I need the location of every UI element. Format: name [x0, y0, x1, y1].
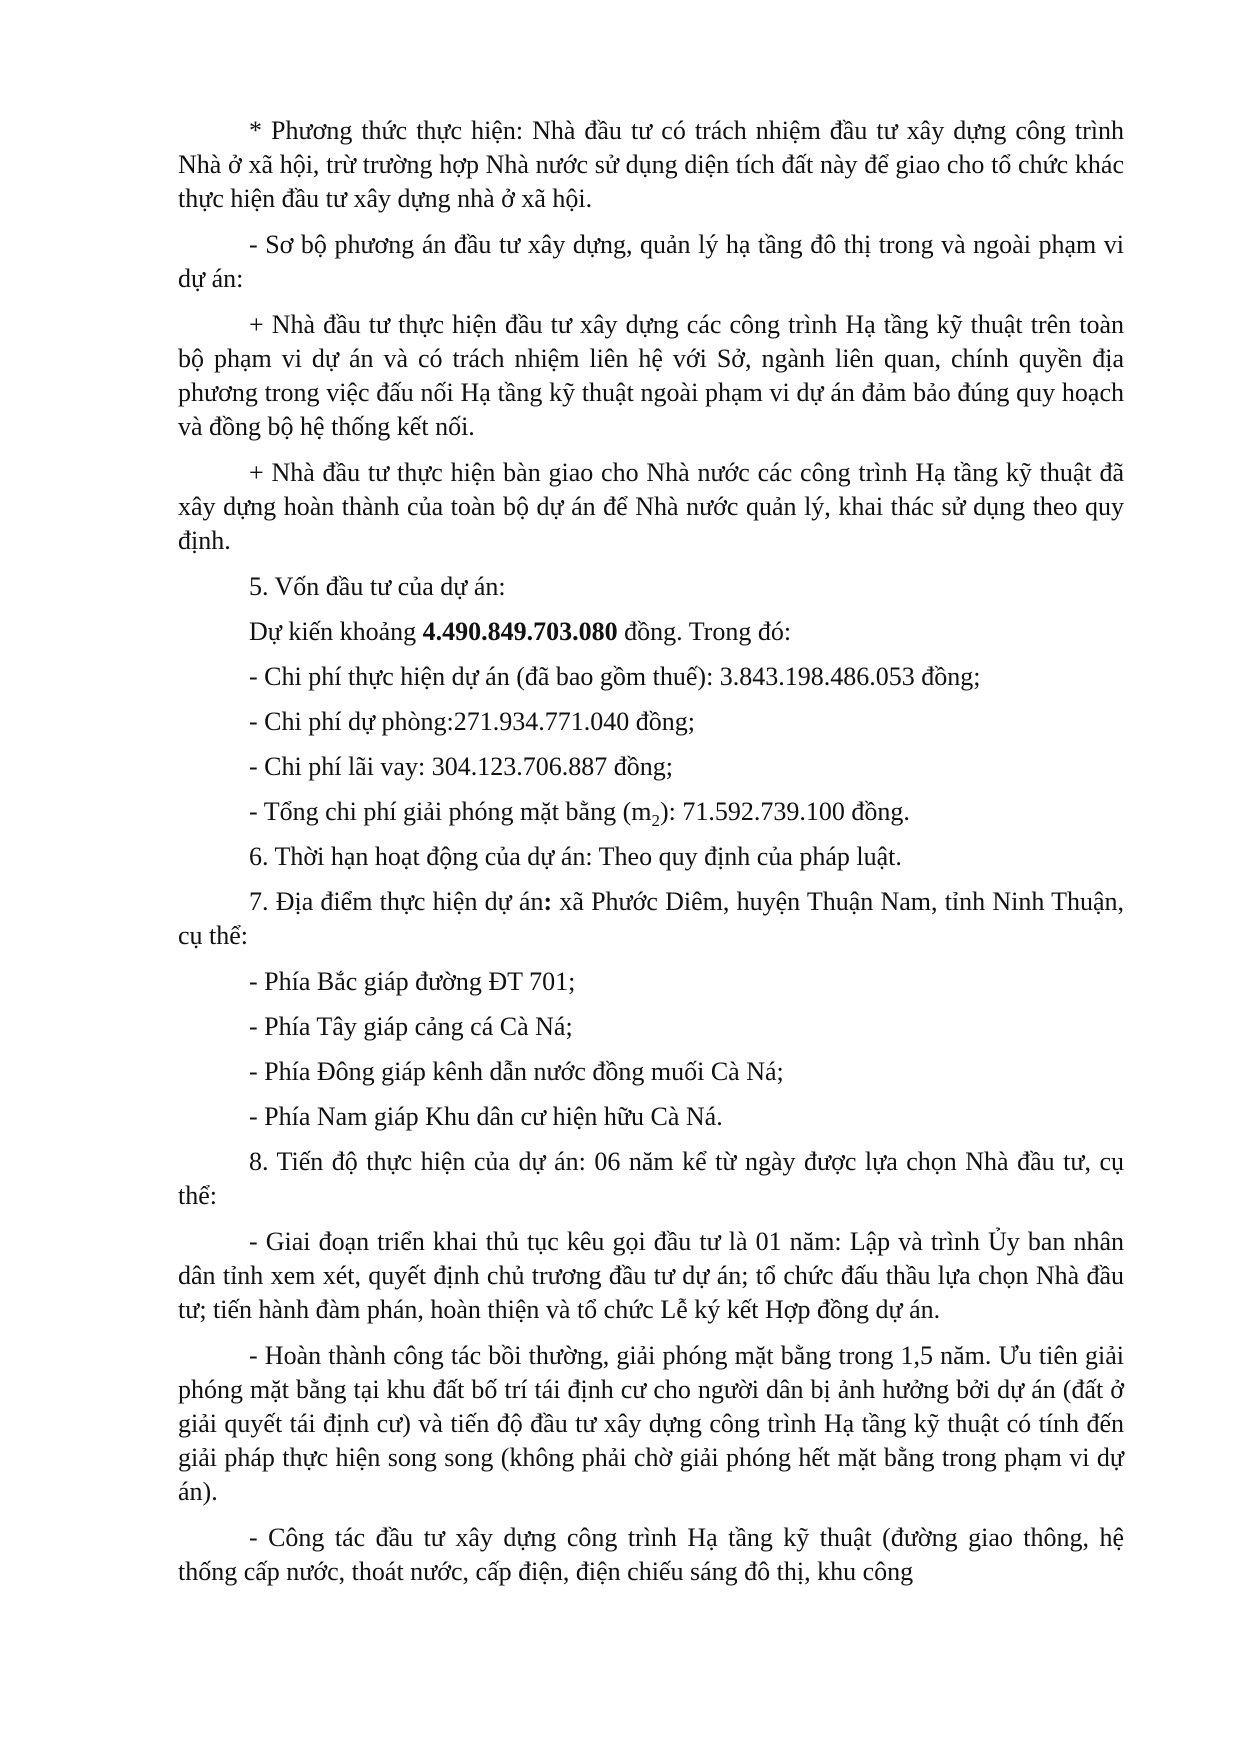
paragraph-implementation-method: * Phương thức thực hiện: Nhà đầu tư có trách nhiệm đầu tư xây dựng công trình Nhà ở xã hội, trừ trường hợp Nhà nước sử dụng diện tích đất này để giao cho tổ chức khác thực hiện đầu tư xây dựng nhà ở xã hội.: [178, 116, 1124, 213]
heading-operation-period: 6. Thời hạn hoạt động của dự án: Theo quy định của pháp luật.: [249, 842, 902, 871]
paragraph-infrastructure-plan: - Sơ bộ phương án đầu tư xây dựng, quản lý hạ tầng đô thị trong và ngoài phạm vi dự án:: [178, 230, 1124, 293]
cost-item-site-clearance: [178, 795, 1124, 829]
document-body: [178, 114, 1124, 1601]
schedule-phase-site-clearance: - Hoàn thành công tác bồi thường, giải phóng mặt bằng trong 1,5 năm. Ưu tiên giải phóng mặt bằng tại khu đất bố trí tái định cư cho người dân bị ảnh hưởng bởi dự án (đất ở giải quyết tái định cư) và tiến độ đầu tư xây dựng công trình Hạ tầng kỹ thuật có tính đến giải pháp thực hiện song song (không phải chờ giải phóng hết mặt bằng trong phạm vi dự án).: [178, 1341, 1124, 1506]
estimated-capital-prefix: Dự kiến khoảng: [249, 617, 423, 646]
site-clearance-prefix: - Tổng chi phí giải phóng mặt bằng (m: [249, 797, 652, 826]
estimated-capital-suffix: đồng. Trong đó:: [617, 617, 792, 646]
location-prefix: 7. Địa điểm thực hiện dự án: [249, 887, 544, 916]
cost-item-implementation: - Chi phí thực hiện dự án (đã bao gồm thuế): 3.843.198.486.053 đồng;: [249, 662, 981, 691]
location-suffix: xã Phước Diêm, huyện Thuận Nam, tỉnh Ninh Thuận, cụ thể:: [178, 887, 1124, 950]
boundary-east: - Phía Đông giáp kênh dẫn nước đồng muối Cà Ná;: [249, 1057, 784, 1086]
paragraph-investor-builds-infrastructure: + Nhà đầu tư thực hiện đầu tư xây dựng các công trình Hạ tầng kỹ thuật trên toàn bộ phạm vi dự án và có trách nhiệm liên hệ với Sở, ngành liên quan, chính quyền địa phương trong việc đấu nối Hạ tầng kỹ thuật ngoài phạm vi dự án đảm bảo đúng quy hoạch và đồng bộ hệ thống kết nối.: [178, 310, 1124, 441]
heading-investment-capital: 5. Vốn đầu tư của dự án:: [249, 572, 506, 601]
heading-project-location: [178, 885, 1124, 953]
heading-project-schedule: 8. Tiến độ thực hiện của dự án: 06 năm kể từ ngày được lựa chọn Nhà đầu tư, cụ thể:: [178, 1147, 1124, 1210]
schedule-phase-investment-call: - Giai đoạn triển khai thủ tục kêu gọi đầu tư là 01 năm: Lập và trình Ủy ban nhân dân tỉnh xem xét, quyết định chủ trương đầu tư dự án; tổ chức đấu thầu lựa chọn Nhà đầu tư; tiến hành đàm phán, hoàn thiện và tổ chức Lễ ký kết Hợp đồng dự án.: [178, 1227, 1124, 1324]
estimated-capital-amount: 4.490.849.703.080: [422, 617, 618, 646]
paragraph-estimated-capital: [178, 615, 1124, 649]
boundary-north: - Phía Bắc giáp đường ĐT 701;: [249, 967, 576, 996]
paragraph-handover-to-state: + Nhà đầu tư thực hiện bàn giao cho Nhà nước các công trình Hạ tầng kỹ thuật đã xây dựng hoàn thành của toàn bộ dự án để Nhà nước quản lý, khai thác sử dụng theo quy định.: [178, 458, 1124, 555]
schedule-phase-infrastructure: - Công tác đầu tư xây dựng công trình Hạ tầng kỹ thuật (đường giao thông, hệ thống cấp nước, thoát nước, cấp điện, điện chiếu sáng đô thị, khu công: [178, 1523, 1124, 1586]
location-colon: :: [543, 887, 553, 916]
cost-item-contingency: - Chi phí dự phòng:271.934.771.040 đồng;: [249, 707, 695, 736]
boundary-south: - Phía Nam giáp Khu dân cư hiện hữu Cà Ná.: [249, 1102, 723, 1131]
site-clearance-subscript: 2: [651, 811, 660, 831]
boundary-west: - Phía Tây giáp cảng cá Cà Ná;: [249, 1012, 573, 1041]
site-clearance-suffix: ): 71.592.739.100 đồng.: [659, 797, 910, 826]
cost-item-interest: - Chi phí lãi vay: 304.123.706.887 đồng;: [249, 752, 673, 781]
